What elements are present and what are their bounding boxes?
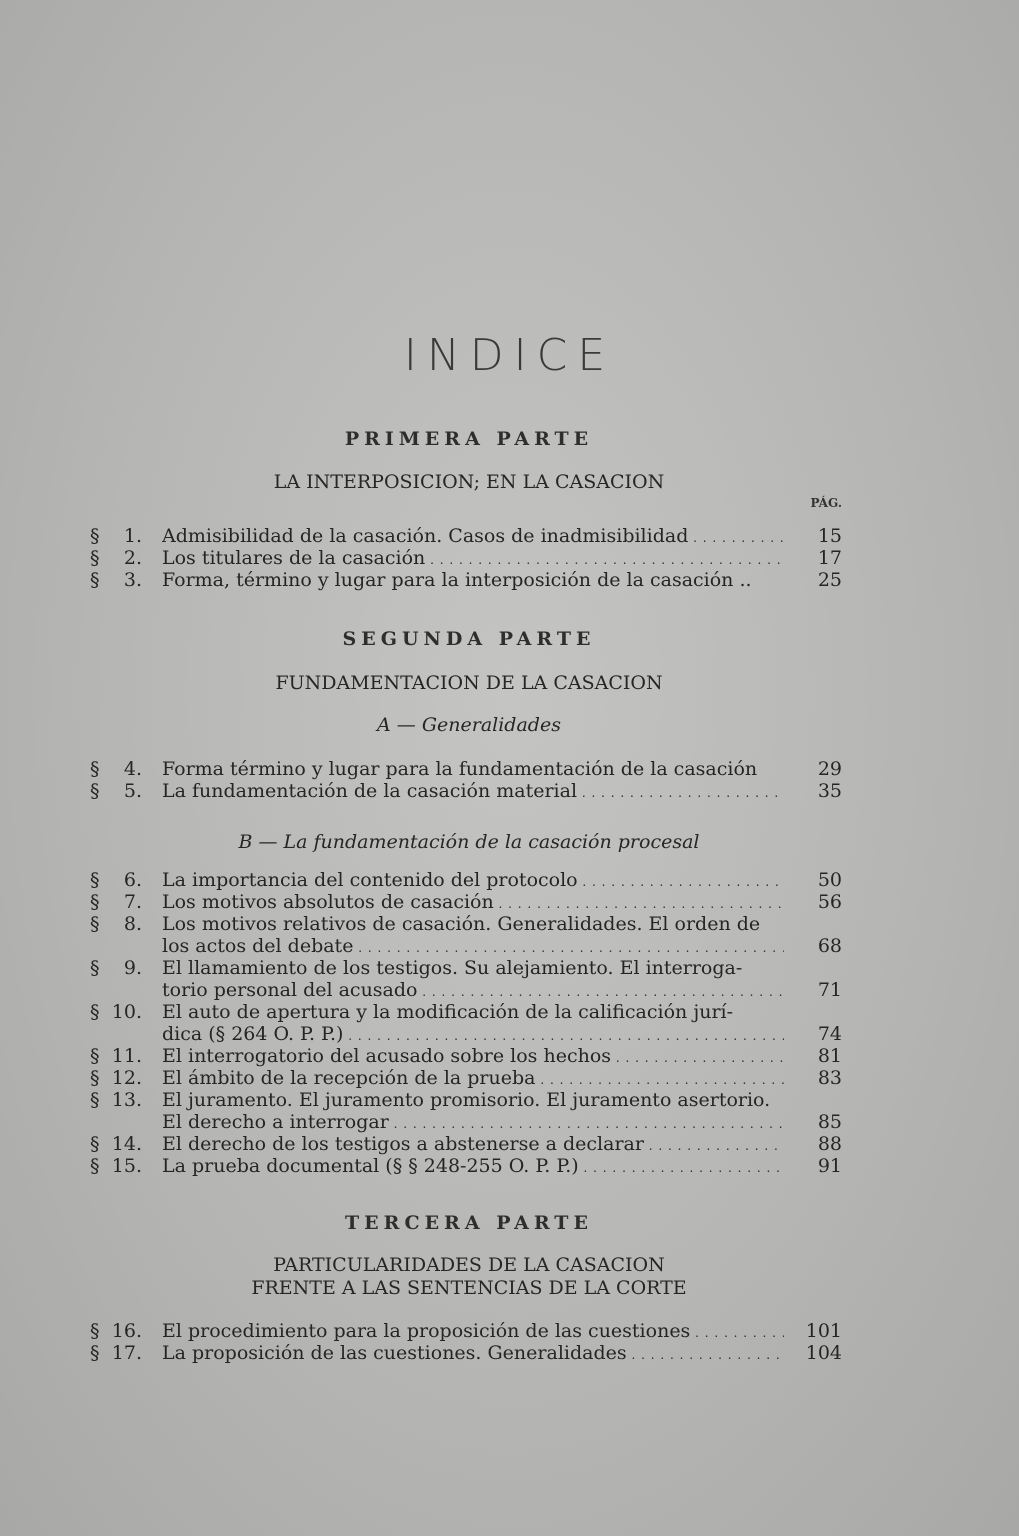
part-subtitle-tercera-1: PARTICULARIDADES DE LA CASACION [273,1254,665,1276]
index-title: INDICE [403,330,616,381]
toc-entry-8: § 8. Los motivos relativos de casación. Generalidades. El orden de los actos del debate . . . 68 [90,913,852,957]
index-page: INDICE PRIMERA PARTE LA INTERPOSICION; EN LA CASACION PÁG. § 1. Admisibilidad de la casación. Casos de inadmisibilidad . . . 15 § 2. Los titulares de la casación . . . 17 § 3. Forma, término y lugar para la interposición de la casación .. 25 SEGUNDA PARTE FUNDAMENTACION DE LA CASACION A — Generalidades § 4. Forma término y lugar para la fundamentación de la casación 29 § 5. La fundamentación de la casación material . . . 35 B — La fundamentación de la casación procesal § 6. La importancia del contenido del protocolo . . . 50 § 7. Los motivos absolutos de casación . . . 56 § 8. Los motivos relativos de casación. Generalidades. El orden de los actos del debate . . . 68 § 9. El llamamiento de los testigos. Su alejamiento. El interroga- torio personal del acusado . . . 71 § 10. El auto de apertura y la modificación de la calificación jurí- dica (§ 264 O. P. P.) . . . 74 § 11. El interrogatorio del acusado sobre los hechos . . . 81 § 12. El ámbito de la recepción de la prueba . . . 83 § 13. El juramento. El juramento promisorio. El juramento asertorio. El derecho a interrogar . . . 85 § 14. El derecho de los testigos a abstenerse a declarar . . . 88 § 15. La prueba documental (§ § 248-255 O. P. P.) . . . 91 TERCERA PARTE PARTICULARIDADES DE LA CASACION FRENTE A LAS SENTENCIAS DE LA CORTE § 16. El procedimiento para la proposición de las cuestiones . . . 101 § 17. La proposición de las cuestiones. Generalidades . . . 104 [0,0,1019,1536]
part-heading-primera: PRIMERA PARTE [344,428,594,450]
pag-column-label: PÁG. [810,496,842,510]
part-heading-tercera: TERCERA PARTE [345,1212,593,1234]
page-number: 85 [817,1111,842,1133]
toc-entry-10: § 10. El auto de apertura y la modificación de la calificación jurí- dica (§ 264 O. P. P.) . . . 74 [90,1001,852,1045]
page-number: 71 [817,979,842,1001]
part-subtitle-primera: LA INTERPOSICION; EN LA CASACION [273,471,665,493]
page-number: 74 [817,1023,842,1045]
section-title-a: A — Generalidades [377,714,561,736]
part-heading-segunda: SEGUNDA PARTE [342,628,596,650]
toc-entry-13: § 13. El juramento. El juramento promisorio. El juramento asertorio. El derecho a interrogar . . . 85 [90,1089,852,1133]
toc-entry-9: § 9. El llamamiento de los testigos. Su alejamiento. El interroga- torio personal del acusado . . . 71 [90,957,852,1001]
section-title-b: B — La fundamentación de la casación procesal [238,831,700,853]
part-subtitle-tercera-2: FRENTE A LAS SENTENCIAS DE LA CORTE [251,1277,687,1299]
page-number: 68 [817,935,842,957]
part-subtitle-segunda: FUNDAMENTACION DE LA CASACION [275,672,663,694]
